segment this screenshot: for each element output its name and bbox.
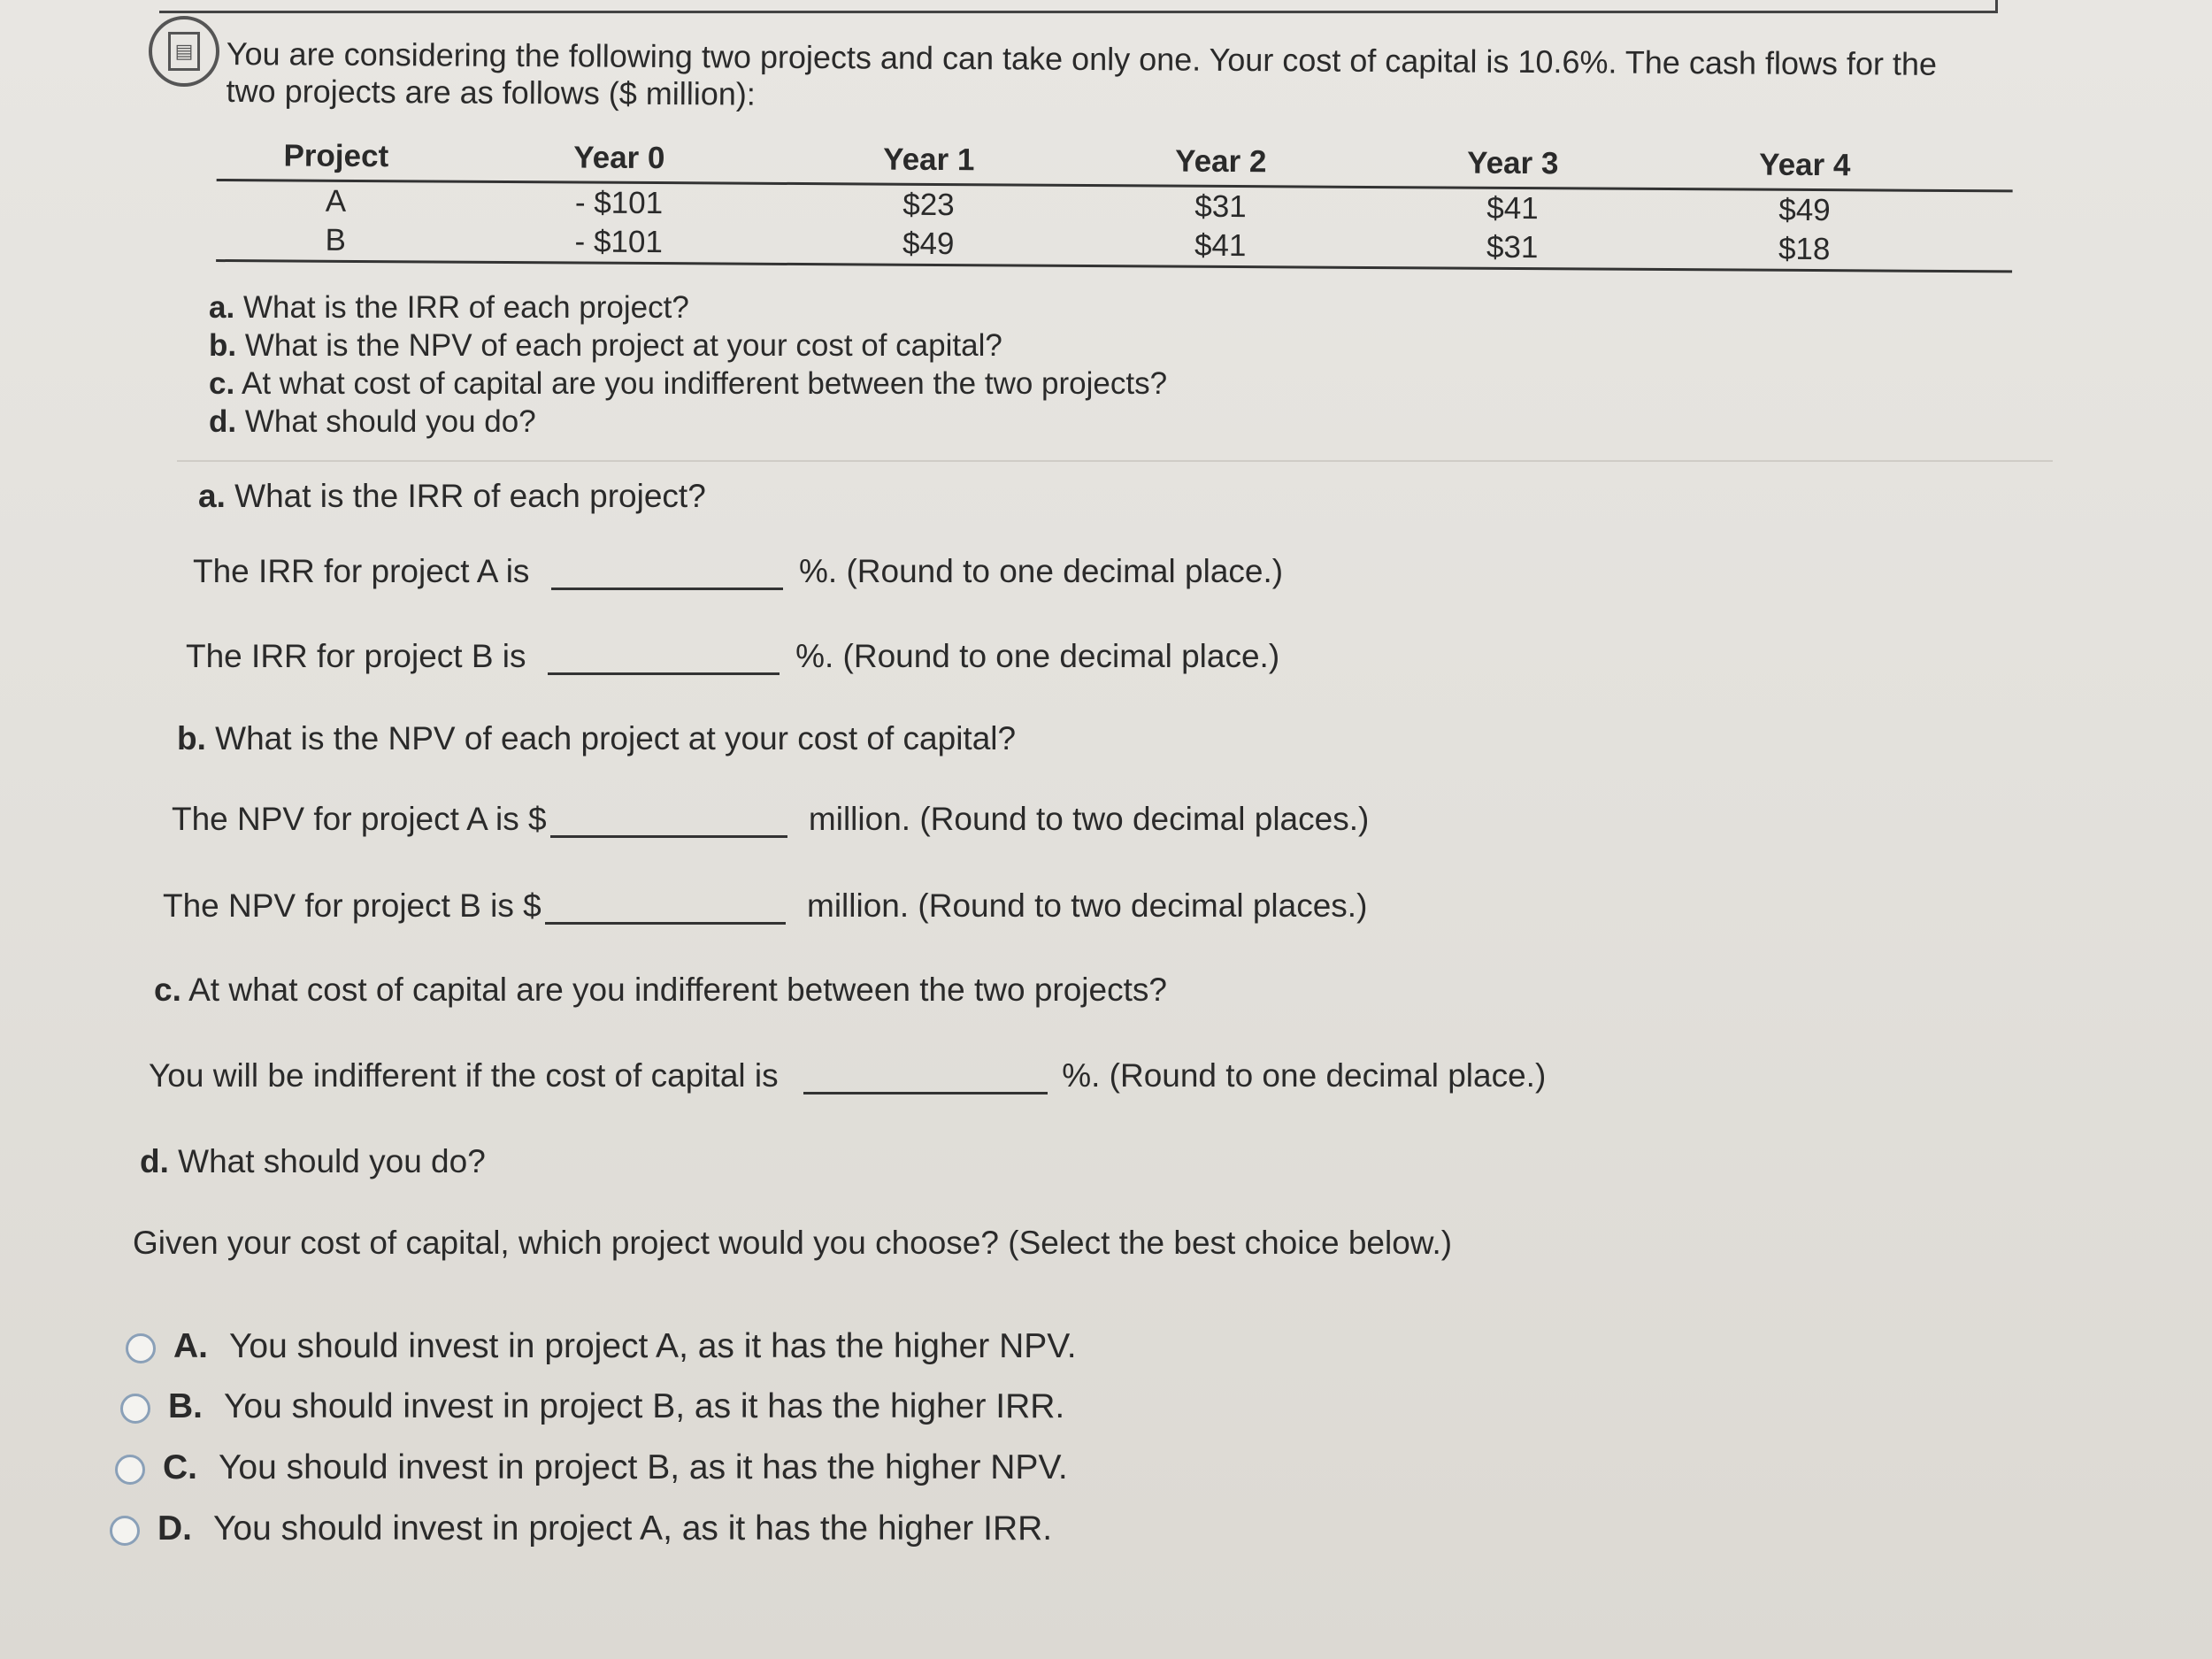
choice-letter: B. [168,1387,203,1425]
part-letter: a. [198,478,226,514]
part-letter: d. [140,1143,169,1179]
indifference-hint: %. (Round to one decimal place.) [1062,1057,1547,1094]
irr-b-label: The IRR for project B is [186,638,526,674]
intro-line-2: two projects are as follows ($ million): [226,72,756,112]
cash-flow-table [216,133,2013,273]
table-header: Year 0 [573,140,665,176]
document-icon: ▤ [168,32,200,71]
part-c-heading [154,972,1167,1009]
part-b-heading [177,720,1016,757]
part-a-heading [198,478,706,515]
part-letter: b. [177,720,206,757]
choice-text: You should invest in project B, as it has the higher IRR. [224,1387,1065,1425]
radio-button[interactable] [115,1455,145,1485]
part-heading-text: What is the NPV of each project at your cost of capital? [215,720,1017,757]
irr-a-row [193,552,1283,590]
npv-a-row [172,800,1369,838]
radio-button[interactable] [120,1394,150,1424]
indifference-label: You will be indifferent if the cost of capital is [149,1057,779,1094]
table-header: Year 4 [1759,147,1851,183]
table-cell: B [325,222,347,257]
npv-a-hint: million. (Round to two decimal places.) [808,801,1370,837]
npv-b-row [163,887,1367,925]
irr-b-hint: %. (Round to one decimal place.) [795,638,1280,674]
question-letter: c. [209,366,235,401]
table-cell: $31 [1194,188,1247,225]
question-letter: d. [209,404,237,439]
problem-intro [226,35,2039,121]
question-list [209,288,1167,441]
table-header: Year 1 [883,142,975,178]
choice-letter: D. [157,1509,192,1548]
choice-option[interactable] [110,1509,1052,1548]
part-heading-text: What should you do? [178,1143,486,1179]
npv-b-hint: million. (Round to two decimal places.) [807,887,1368,924]
irr-a-label: The IRR for project A is [193,553,530,589]
choice-text: You should invest in project B, as it has the higher NPV. [219,1448,1068,1486]
question-letter: b. [209,328,237,363]
table-cell: $23 [902,187,955,223]
table-cell: $41 [1486,190,1539,227]
table-cell: $31 [1486,229,1539,265]
question-item [209,365,1167,403]
section-divider [177,460,2053,462]
part-heading-text: What is the IRR of each project? [234,478,706,514]
table-header: Year 2 [1175,143,1267,180]
choice-letter: C. [163,1448,197,1486]
irr-b-row [186,637,1279,675]
intro-line-1: You are considering the following two projects and can take only one. Your cost of capital is 10.6%. The cash flows for the [226,35,1938,82]
irr-b-input[interactable] [548,637,780,675]
question-item [209,403,1167,441]
indifference-row [149,1056,1546,1094]
irr-a-input[interactable] [551,552,783,590]
choice-letter: A. [173,1327,208,1365]
table-cell: - $101 [574,185,664,221]
table-cell: $18 [1778,231,1831,267]
npv-a-label: The NPV for project A is $ [172,801,547,837]
question-text: What is the NPV of each project at your cost of capital? [244,328,1002,363]
radio-button[interactable] [126,1333,156,1363]
part-letter: c. [154,972,181,1008]
table-header: Project [283,138,389,174]
table-cell: $49 [1778,192,1831,228]
choice-text: You should invest in project A, as it has the higher IRR. [213,1509,1053,1548]
choice-option[interactable] [120,1387,1064,1426]
radio-button[interactable] [110,1516,140,1546]
choice-text: You should invest in project A, as it has the higher NPV. [229,1327,1077,1365]
npv-b-label: The NPV for project B is $ [163,887,541,924]
table-cell: - $101 [574,224,663,260]
npv-a-input[interactable] [550,800,787,838]
question-letter: a. [209,290,235,325]
question-text: What should you do? [244,404,536,439]
irr-a-hint: %. (Round to one decimal place.) [799,553,1284,589]
question-text: At what cost of capital are you indifferent between the two projects? [242,366,1168,401]
indifference-input[interactable] [803,1056,1048,1094]
choice-prompt: Given your cost of capital, which project would you choose? (Select the best choice below.) [133,1225,1453,1261]
table-cell: A [325,183,347,219]
help-icon[interactable] [149,16,219,87]
part-heading-text: At what cost of capital are you indifferent between the two projects? [188,972,1167,1008]
table-header: Year 3 [1467,145,1559,181]
part-d-heading [140,1143,486,1180]
page-top-border [159,0,1998,13]
question-item [209,326,1167,365]
question-text: What is the IRR of each project? [242,290,689,325]
table-cell: $49 [902,226,955,262]
choice-option[interactable] [126,1327,1077,1366]
question-item [209,288,1167,326]
npv-b-input[interactable] [545,887,786,925]
choice-option[interactable] [115,1448,1068,1487]
table-cell: $41 [1194,227,1247,264]
